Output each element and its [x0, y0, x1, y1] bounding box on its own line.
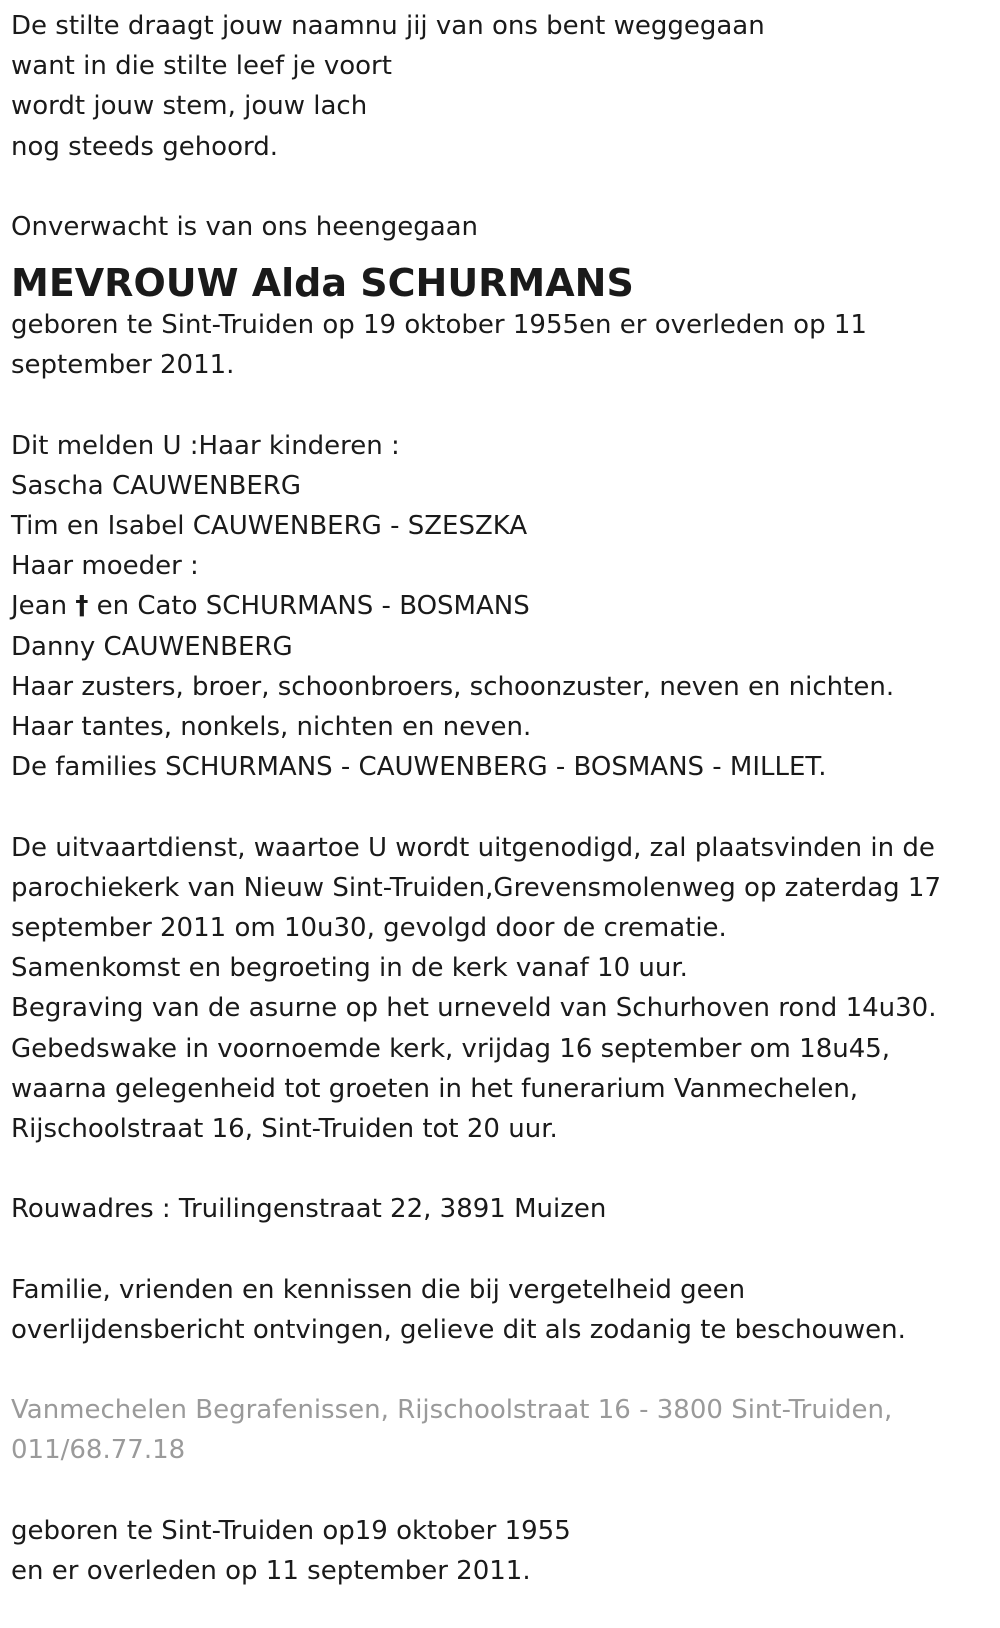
family-line: Haar tantes, nonkels, nichten en neven. — [11, 712, 532, 742]
family-line: Danny CAUWENBERG — [11, 631, 293, 662]
poem-line: De stilte draagt jouw naamnu jij van ons bent weggegaan — [11, 11, 765, 41]
poem-line: nog steeds gehoord. — [11, 131, 278, 162]
footer-line: geboren te Sint-Truiden op19 oktober 1955 — [11, 1515, 571, 1546]
spacer — [11, 1350, 991, 1390]
service-line: De uitvaartdienst, waartoe U wordt uitgenodigd, zal plaatsvinden in de — [11, 832, 935, 863]
service-line: Gebedswake in voornoemde kerk, vrijdag 16 september om 18u45, — [11, 1033, 891, 1064]
birth-death-line: september 2011. — [11, 350, 235, 381]
footer-line: en er overleden op 11 september 2011. — [11, 1555, 531, 1586]
family-list — [11, 426, 991, 788]
mourning-address: Rouwadres : Truilingenstraat 22, 3891 Muizen — [11, 1194, 607, 1225]
notice-line: overlijdensbericht ontvingen, gelieve dit als zodanig te beschouwen. — [11, 1314, 906, 1345]
poem-line: wordt jouw stem, jouw lach — [11, 91, 368, 122]
service-line: Samenkomst en begroeting in de kerk vanaf 10 uur. — [11, 953, 688, 984]
funeral-home-phone: 011/68.77.18 — [11, 1435, 186, 1466]
family-line: Haar moeder : — [11, 551, 199, 582]
family-line-parents — [11, 586, 991, 626]
family-line: Haar zusters, broer, schoonbroers, schoonzuster, neven en nichten. — [11, 671, 895, 702]
intro-text: Onverwacht is van ons heengegaan — [11, 211, 479, 242]
service-line: Begraving van de asurne op het urneveld van Schurhoven rond 14u30. — [11, 993, 937, 1024]
spacer — [11, 386, 991, 426]
notice-line: Familie, vrienden en kennissen die bij vergetelheid geen — [11, 1274, 746, 1305]
birth-death-details — [11, 305, 991, 385]
family-line: Sascha CAUWENBERG — [11, 470, 301, 501]
spacer — [11, 1471, 991, 1511]
birth-death-line: geboren te Sint-Truiden op 19 oktober 1955en er overleden op 11 — [11, 310, 867, 341]
spacer — [11, 1229, 991, 1269]
family-announcement: Dit melden U :Haar kinderen : — [11, 430, 400, 461]
parent-names-rest: en Cato SCHURMANS - BOSMANS — [96, 591, 530, 622]
poem-line: want in die stilte leef je voort — [11, 51, 392, 82]
deceased-name: MEVROUW Alda SCHURMANS — [11, 261, 634, 306]
footer-dates — [11, 1511, 991, 1591]
notice — [11, 1270, 991, 1350]
service-details — [11, 828, 991, 1150]
spacer — [11, 1149, 991, 1189]
family-line: De families SCHURMANS - CAUWENBERG - BOSMANS - MILLET. — [11, 752, 827, 783]
funeral-home — [11, 1390, 991, 1470]
family-line: Tim en Isabel CAUWENBERG - SZESZKA — [11, 511, 528, 542]
service-line: Rijschoolstraat 16, Sint-Truiden tot 20 uur. — [11, 1113, 558, 1144]
spacer — [11, 167, 991, 207]
service-line: parochiekerk van Nieuw Sint-Truiden,Grevensmolenweg op zaterdag 17 — [11, 872, 942, 903]
poem — [11, 6, 991, 167]
service-line: september 2011 om 10u30, gevolgd door de crematie. — [11, 912, 727, 943]
service-line: waarna gelegenheid tot groeten in het funerarium Vanmechelen, — [11, 1073, 859, 1104]
parent-first-name: Jean — [11, 591, 68, 622]
spacer — [11, 787, 991, 827]
funeral-home-line: Vanmechelen Begrafenissen, Rijschoolstraat 16 - 3800 Sint-Truiden, — [11, 1395, 893, 1426]
cross-icon: † — [75, 591, 89, 622]
